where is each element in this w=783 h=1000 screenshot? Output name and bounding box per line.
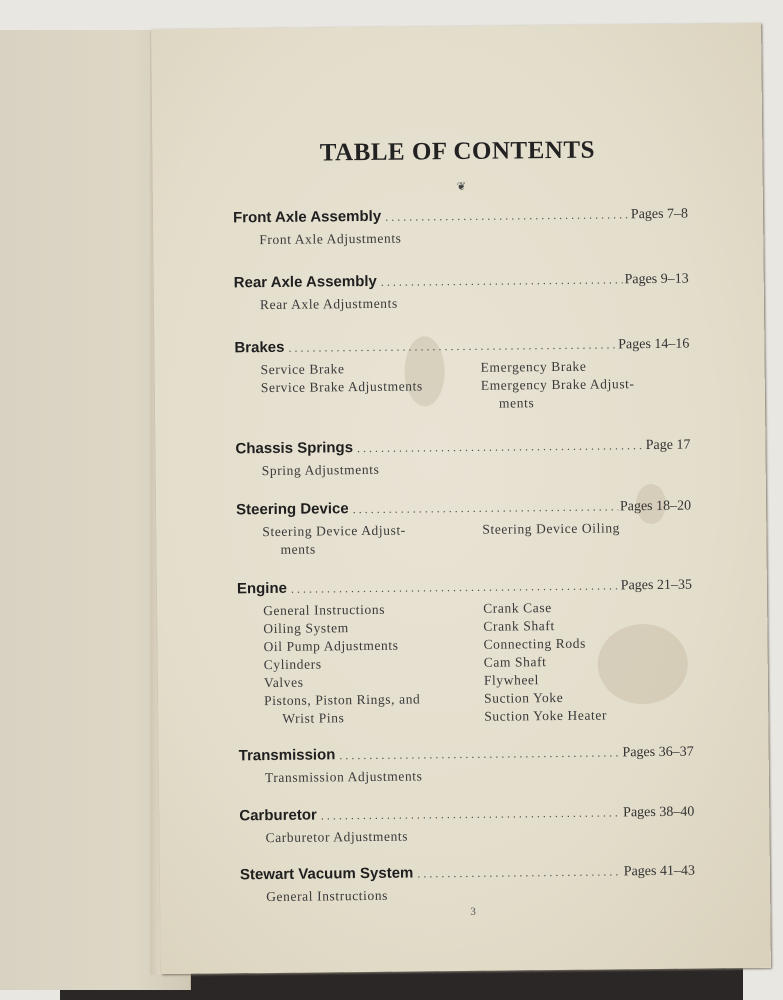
page-range: Pages 36–37 xyxy=(622,744,694,761)
section-heading: Steering Device xyxy=(236,500,349,519)
ornament-icon: ❦ xyxy=(456,180,467,194)
leader-dots xyxy=(381,272,623,290)
right-page xyxy=(151,23,771,974)
page-range: Pages 41–43 xyxy=(623,863,695,880)
page-range: Pages 38–40 xyxy=(623,804,695,821)
subtopic: Emergency Brake xyxy=(480,358,587,375)
page-range: Page 17 xyxy=(645,437,691,454)
page-range: Pages 9–13 xyxy=(624,271,689,288)
page-range: Pages 7–8 xyxy=(630,206,689,223)
subtopic: Pistons, Piston Rings, and xyxy=(264,691,421,709)
section-heading: Carburetor xyxy=(239,806,317,825)
toc-section xyxy=(234,270,689,315)
section-heading: Transmission xyxy=(238,746,336,765)
subtopic: Cam Shaft xyxy=(483,654,547,670)
subtopic: Oiling System xyxy=(263,620,349,637)
section-heading: Chassis Springs xyxy=(235,439,354,458)
subtopic: ments xyxy=(280,541,316,557)
page-range: Pages 18–20 xyxy=(619,498,692,515)
subtopic: Spring Adjustments xyxy=(261,461,380,479)
leader-dots xyxy=(321,805,621,823)
subtopic: Service Brake Adjustments xyxy=(260,378,423,396)
subtopic: Suction Yoke Heater xyxy=(484,707,608,724)
subtopic: General Instructions xyxy=(266,887,389,905)
toc-section xyxy=(234,335,690,416)
subtopic: Steering Device Oiling xyxy=(482,520,621,537)
subtopic: Cylinders xyxy=(263,656,322,673)
subtopic: Connecting Rods xyxy=(483,635,586,652)
subtopic: ments xyxy=(498,395,535,411)
page-title: TABLE OF CONTENTS xyxy=(319,136,596,167)
toc-section xyxy=(233,205,688,250)
subtopic: Service Brake xyxy=(260,361,345,378)
leader-dots xyxy=(291,578,619,596)
subtopic: Wrist Pins xyxy=(282,710,345,726)
subtopic: Valves xyxy=(263,674,304,691)
toc-section xyxy=(236,497,692,560)
leader-dots xyxy=(288,337,616,355)
subtopic: Oil Pump Adjustments xyxy=(263,637,399,655)
toc-section xyxy=(237,576,694,729)
toc-section xyxy=(239,803,694,848)
section-heading: Engine xyxy=(236,579,288,598)
leader-dots xyxy=(339,745,620,763)
subtopic: Flywheel xyxy=(483,672,540,688)
section-heading: Stewart Vacuum System xyxy=(239,864,414,884)
subtopic: Suction Yoke xyxy=(484,689,564,706)
leader-dots xyxy=(357,438,644,456)
subtopic: Emergency Brake Adjust- xyxy=(480,376,635,393)
page-range: Pages 14–16 xyxy=(618,336,690,353)
toc-section xyxy=(235,436,690,481)
subtopic: General Instructions xyxy=(263,601,386,619)
subtopic: Steering Device Adjust- xyxy=(262,522,406,540)
section-heading: Rear Axle Assembly xyxy=(233,272,377,292)
leader-dots xyxy=(385,207,629,225)
section-heading: Front Axle Assembly xyxy=(232,207,382,227)
subtopic: Crank Shaft xyxy=(483,618,555,634)
toc-section xyxy=(240,862,695,907)
section-heading: Brakes xyxy=(234,338,285,357)
page-range: Pages 21–35 xyxy=(620,577,692,594)
subtopic: Crank Case xyxy=(483,600,552,616)
leader-dots xyxy=(417,864,622,881)
subtopic: Carburetor Adjustments xyxy=(265,828,409,846)
subtopic: Front Axle Adjustments xyxy=(259,230,402,248)
subtopic: Transmission Adjustments xyxy=(264,768,423,786)
subtopic: Rear Axle Adjustments xyxy=(259,295,398,313)
leader-dots xyxy=(353,499,618,517)
toc-section xyxy=(239,743,694,788)
page-number: 3 xyxy=(470,905,476,918)
